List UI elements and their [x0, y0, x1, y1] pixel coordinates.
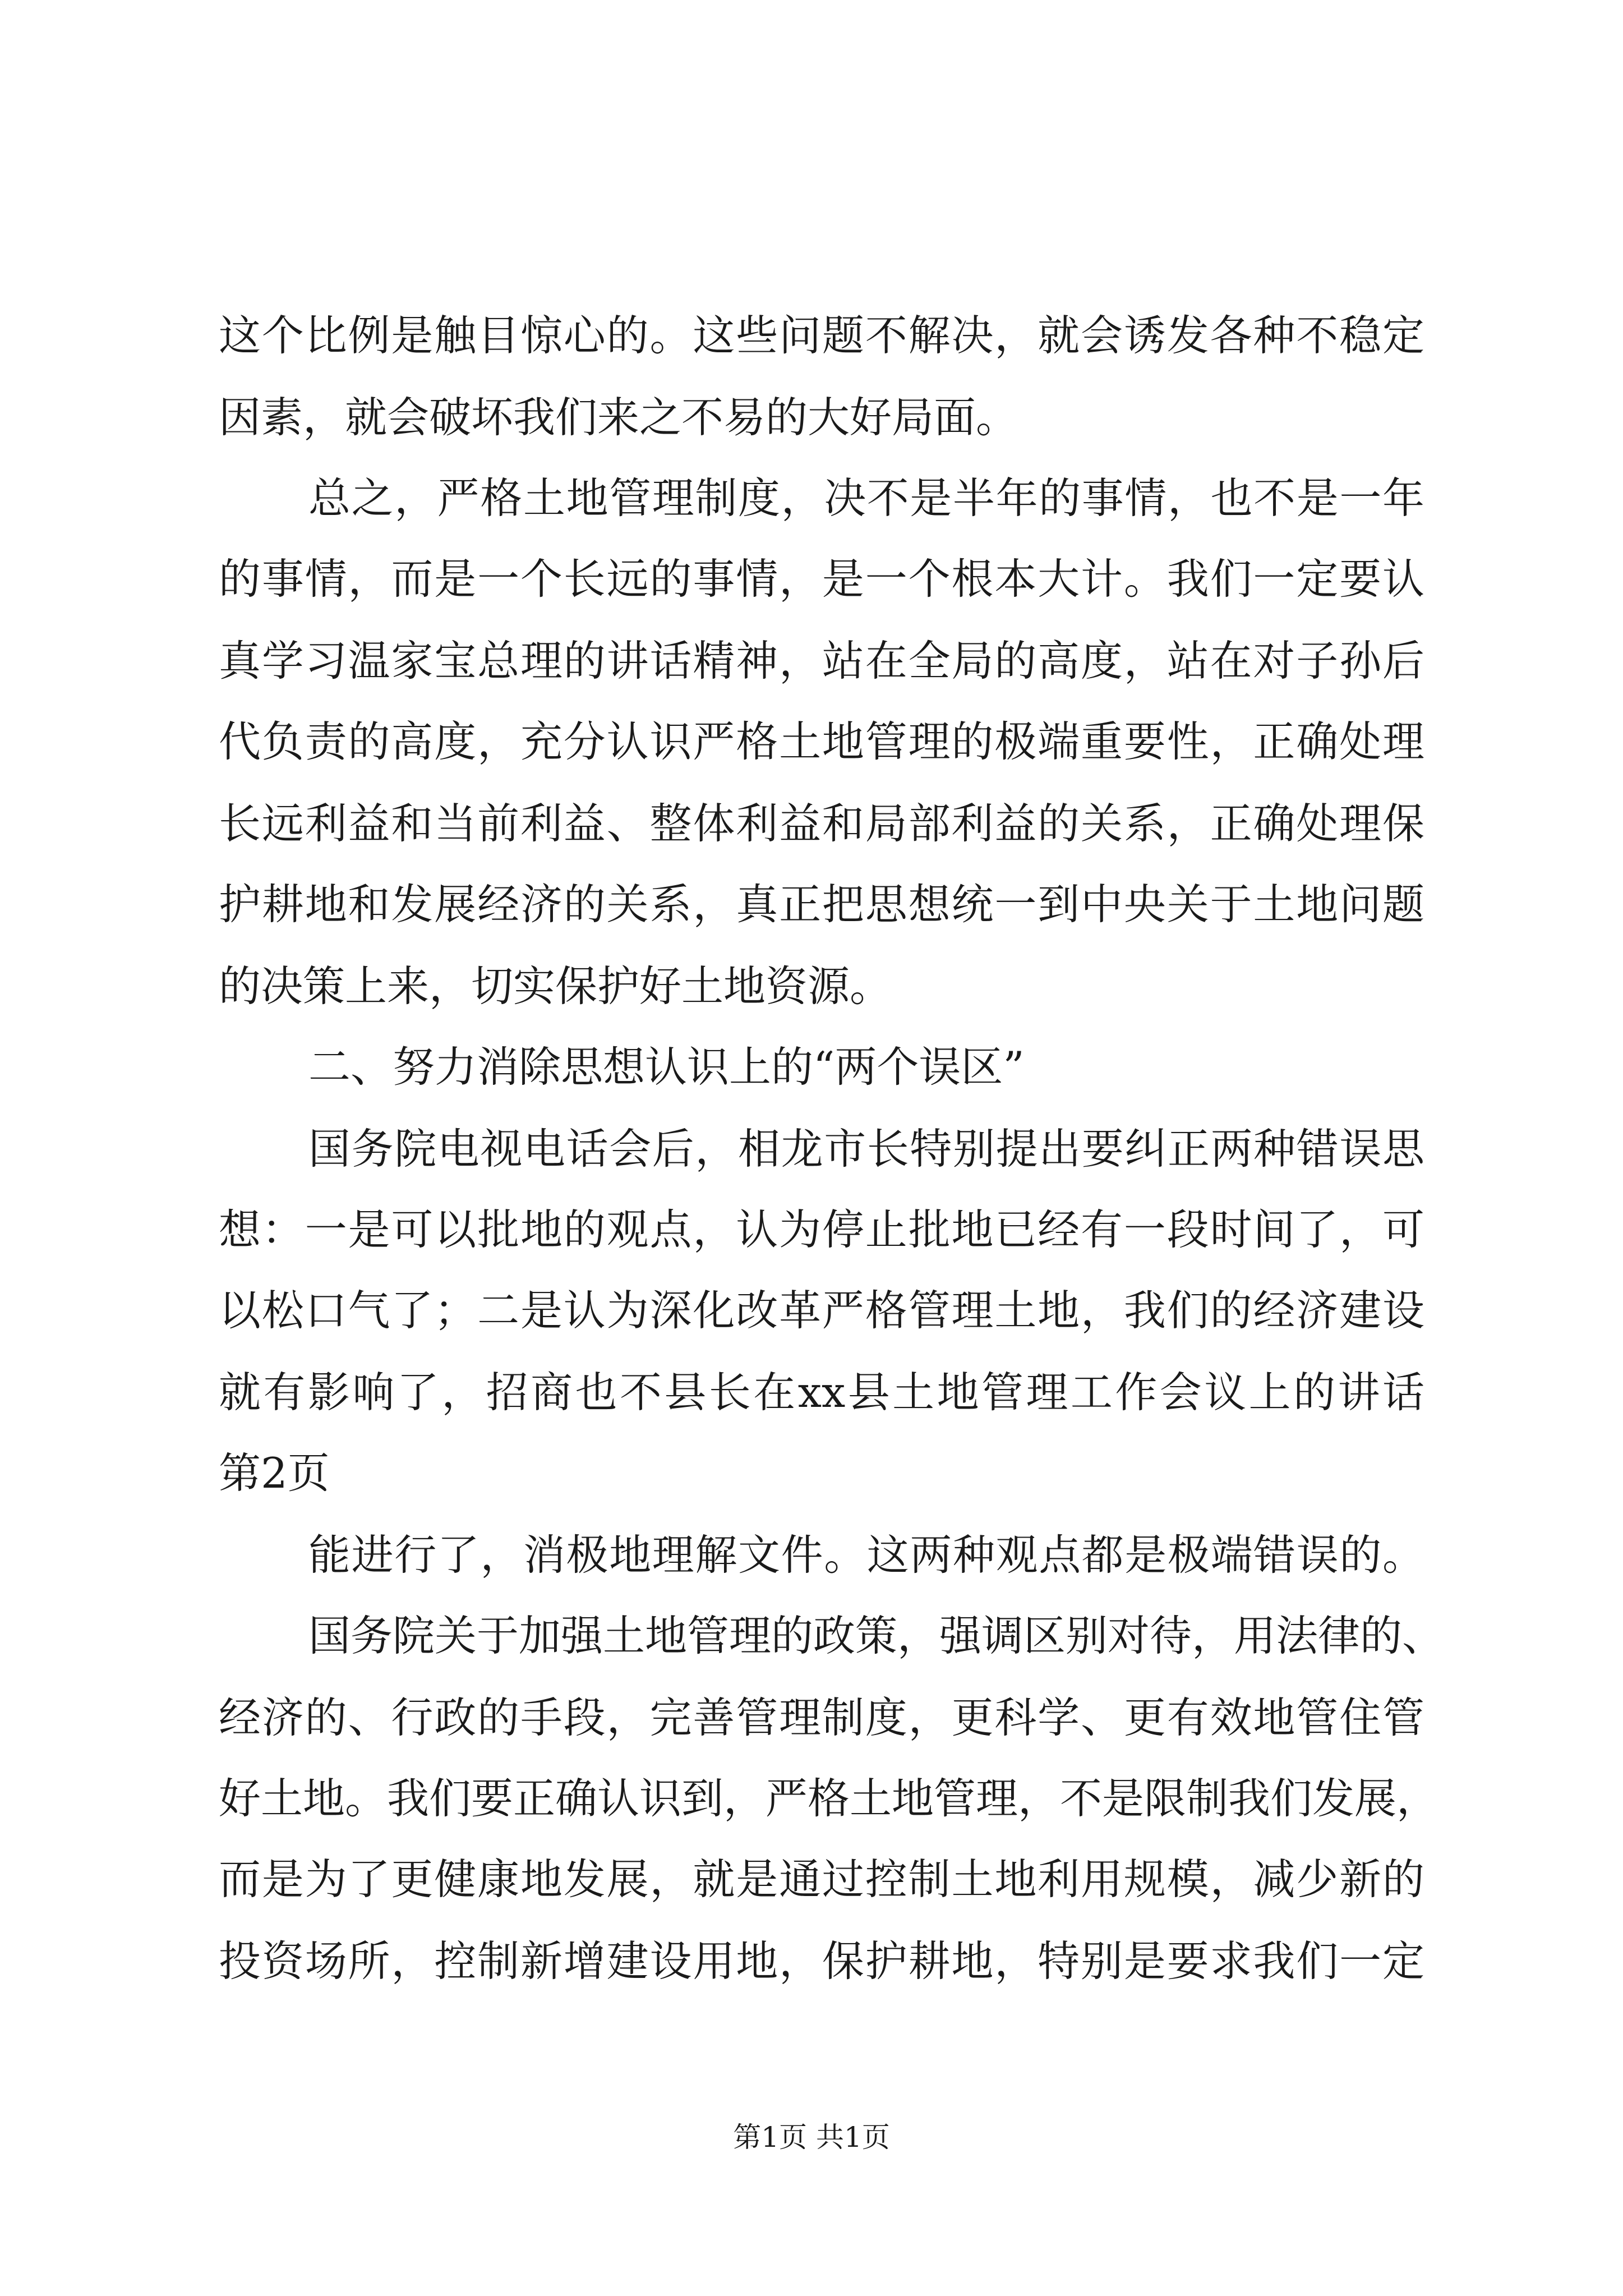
text-line: 投资场所，控制新增建设用地，保护耕地，特别是要求我们一定: [219, 1936, 1424, 1986]
text-line: 的事情，而是一个长远的事情，是一个根本大计。我们一定要认: [219, 554, 1424, 604]
text-line: 就有影响了，招商也不县长在xx县土地管理工作会议上的讲话: [219, 1368, 1424, 1417]
text-line: 以松口气了；二是认为深化改革严格管理土地，我们的经济建设: [219, 1286, 1424, 1335]
text-line: 的决策上来，切实保护好土地资源。: [219, 961, 892, 1011]
text-line: 经济的、行政的手段，完善管理制度，更科学、更有效地管住管: [219, 1693, 1424, 1742]
text-line: 而是为了更健康地发展，就是通过控制土地利用规模，减少新的: [219, 1855, 1424, 1904]
text-line: 总之，严格土地管理制度，决不是半年的事情，也不是一年: [308, 473, 1424, 523]
section-heading: 二、努力消除思想认识上的“两个误区”: [308, 1042, 1025, 1092]
text-line: 想：一是可以批地的观点，认为停止批地已经有一段时间了，可: [219, 1205, 1424, 1254]
text-line: 国务院关于加强土地管理的政策，强调区别对待，用法律的、: [308, 1611, 1445, 1660]
text-line: 能进行了，消极地理解文件。这两种观点都是极端错误的。: [308, 1530, 1424, 1580]
text-line: 护耕地和发展经济的关系，真正把思想统一到中央关于土地问题: [219, 880, 1424, 929]
text-line: 这个比例是触目惊心的。这些问题不解决，就会诱发各种不稳定: [219, 311, 1424, 360]
text-line: 国务院电视电话会后，相龙市长特别提出要纠正两种错误思: [308, 1124, 1424, 1174]
text-line: 真学习温家宝总理的讲话精神，站在全局的高度，站在对子孙后: [219, 636, 1424, 685]
page-marker: 第2页: [219, 1448, 330, 1498]
text-line: 代负责的高度，充分认识严格土地管理的极端重要性，正确处理: [219, 717, 1424, 766]
text-line: 长远利益和当前利益、整体利益和局部利益的关系，正确处理保: [219, 799, 1424, 848]
page-footer: 第1页 共1页: [733, 2121, 890, 2154]
text-line: 因素，就会破坏我们来之不易的大好局面。: [219, 393, 1018, 442]
text-line: 好土地。我们要正确认识到，严格土地管理，不是限制我们发展，: [219, 1774, 1439, 1823]
